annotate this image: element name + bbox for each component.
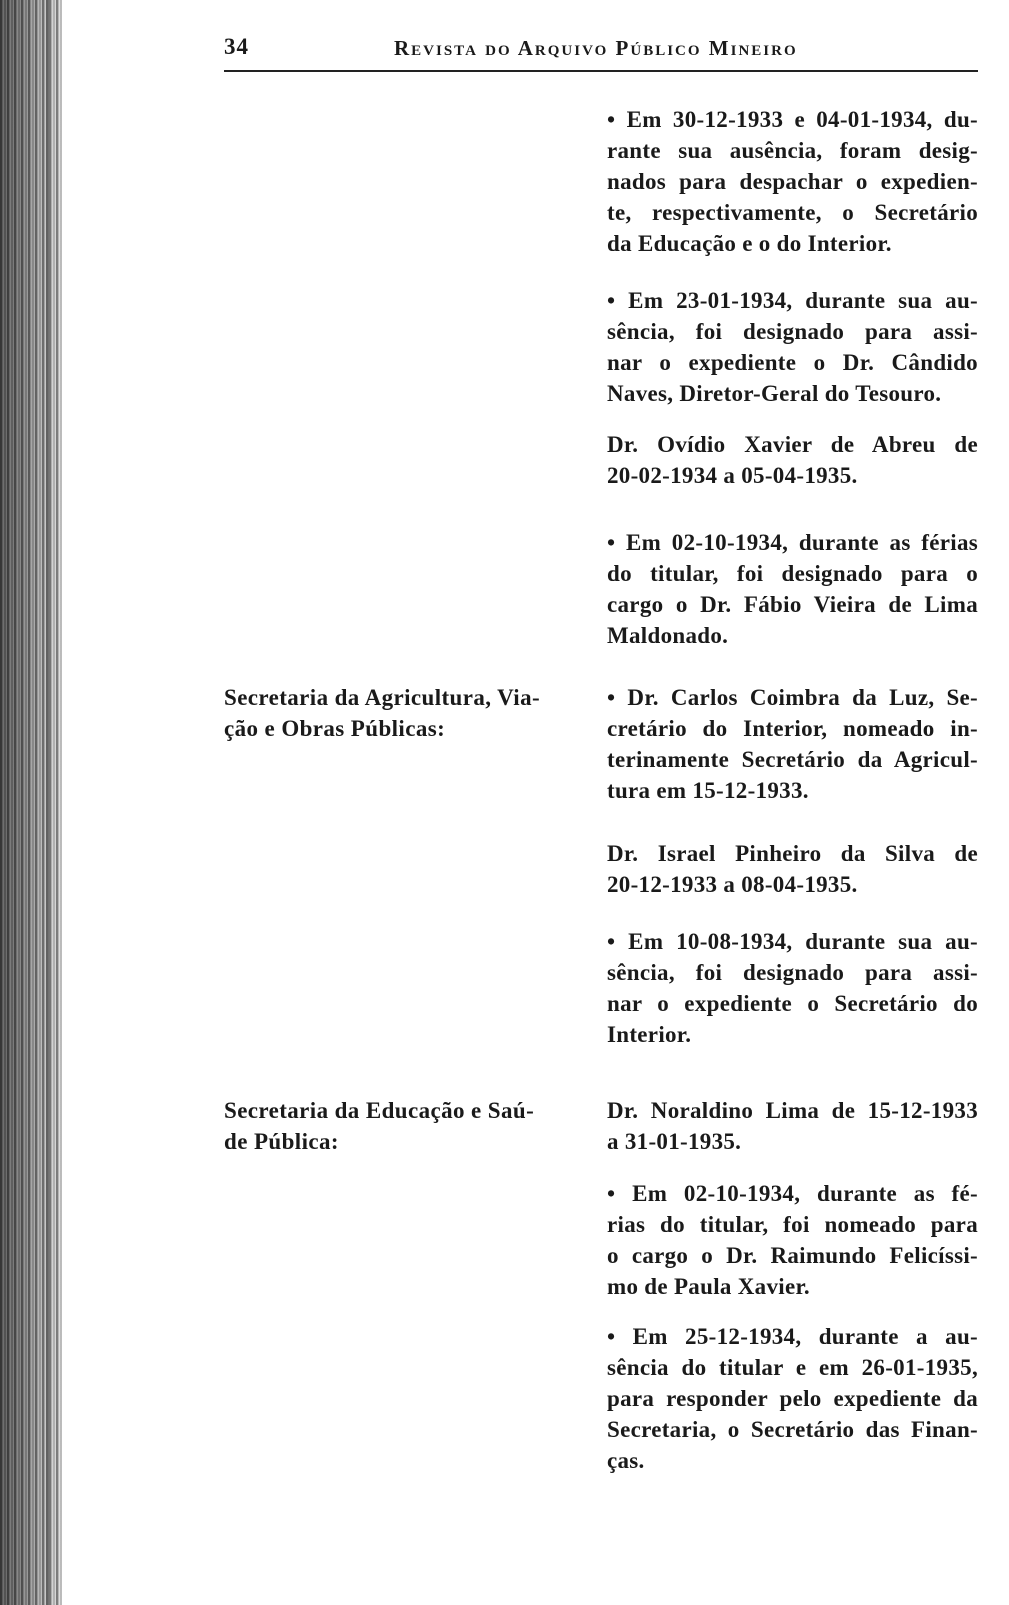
paragraph	[607, 429, 978, 491]
text-line: o cargo o Dr. Raimundo Felicíssi-	[607, 1243, 978, 1268]
paragraph	[607, 1095, 978, 1157]
text-line: nar o expediente o Dr. Cândido	[607, 350, 978, 375]
header-rule	[224, 70, 978, 72]
text-line: • Em 02-10-1934, durante as fé-	[607, 1181, 978, 1206]
text-line: sência, foi designado para assi-	[607, 319, 978, 344]
text-line: Naves, Diretor-Geral do Tesouro.	[607, 381, 942, 406]
text-line: ças.	[607, 1448, 645, 1473]
text-line: terinamente Secretário da Agricul-	[607, 747, 978, 772]
text-line: 20-02-1934 a 05-04-1935.	[607, 463, 858, 488]
paragraph	[607, 1321, 978, 1476]
section-label-line: ção e Obras Públicas:	[224, 716, 446, 741]
text-line: • Em 30-12-1933 e 04-01-1934, du-	[607, 107, 978, 132]
section-label-line: de Pública:	[224, 1129, 339, 1154]
text-line: tura em 15-12-1933.	[607, 778, 809, 803]
text-line: 20-12-1933 a 08-04-1935.	[607, 872, 858, 897]
text-line: Secretaria, o Secretário das Finan-	[607, 1417, 978, 1442]
text-line: nados para despachar o expedien-	[607, 169, 978, 194]
text-line: Dr. Israel Pinheiro da Silva de	[607, 841, 978, 866]
text-line: a 31-01-1935.	[607, 1129, 742, 1154]
text-line: rias do titular, foi nomeado para	[607, 1212, 978, 1237]
book-binding-shadow	[0, 0, 62, 1605]
text-line: mo de Paula Xavier.	[607, 1274, 810, 1299]
paragraph	[607, 682, 978, 806]
page-number: 34	[224, 34, 249, 59]
section-label-educacao	[224, 1095, 569, 1157]
text-line: cretário do Interior, nomeado in-	[607, 716, 978, 741]
text-line: sência, foi designado para assi-	[607, 960, 978, 985]
text-line: • Em 25-12-1934, durante a au-	[607, 1324, 978, 1349]
text-line: Dr. Noraldino Lima de 15-12-1933	[607, 1098, 978, 1123]
text-line: • Em 23-01-1934, durante sua au-	[607, 288, 978, 313]
paragraph	[607, 285, 978, 409]
text-line: sência do titular e em 26-01-1935,	[607, 1355, 978, 1380]
section-label-agricultura	[224, 682, 569, 744]
paragraph	[607, 838, 978, 900]
paragraph	[607, 104, 978, 259]
text-line: rante sua ausência, foram desig-	[607, 138, 978, 163]
text-line: para responder pelo expediente da	[607, 1386, 978, 1411]
paragraph	[607, 1178, 978, 1302]
section-label-line: Secretaria da Agricultura, Via-	[224, 685, 541, 710]
text-line: Interior.	[607, 1022, 692, 1047]
text-line: da Educação e o do Interior.	[607, 231, 892, 256]
binding-edge	[46, 0, 49, 1605]
text-line: cargo o Dr. Fábio Vieira de Lima	[607, 592, 978, 617]
text-line: • Dr. Carlos Coimbra da Luz, Se-	[607, 685, 978, 710]
paragraph	[607, 527, 978, 651]
text-line: Maldonado.	[607, 623, 729, 648]
page-header	[224, 34, 978, 68]
text-line: • Em 10-08-1934, durante sua au-	[607, 929, 978, 954]
text-line: Dr. Ovídio Xavier de Abreu de	[607, 432, 978, 457]
text-line: te, respectivamente, o Secretário	[607, 200, 978, 225]
text-line: nar o expediente o Secretário do	[607, 991, 978, 1016]
text-line: do titular, foi designado para o	[607, 561, 978, 586]
running-head: Revista do Arquivo Público Mineiro	[394, 36, 798, 60]
section-label-line: Secretaria da Educação e Saú-	[224, 1098, 535, 1123]
paragraph	[607, 926, 978, 1050]
text-line: • Em 02-10-1934, durante as férias	[607, 530, 978, 555]
